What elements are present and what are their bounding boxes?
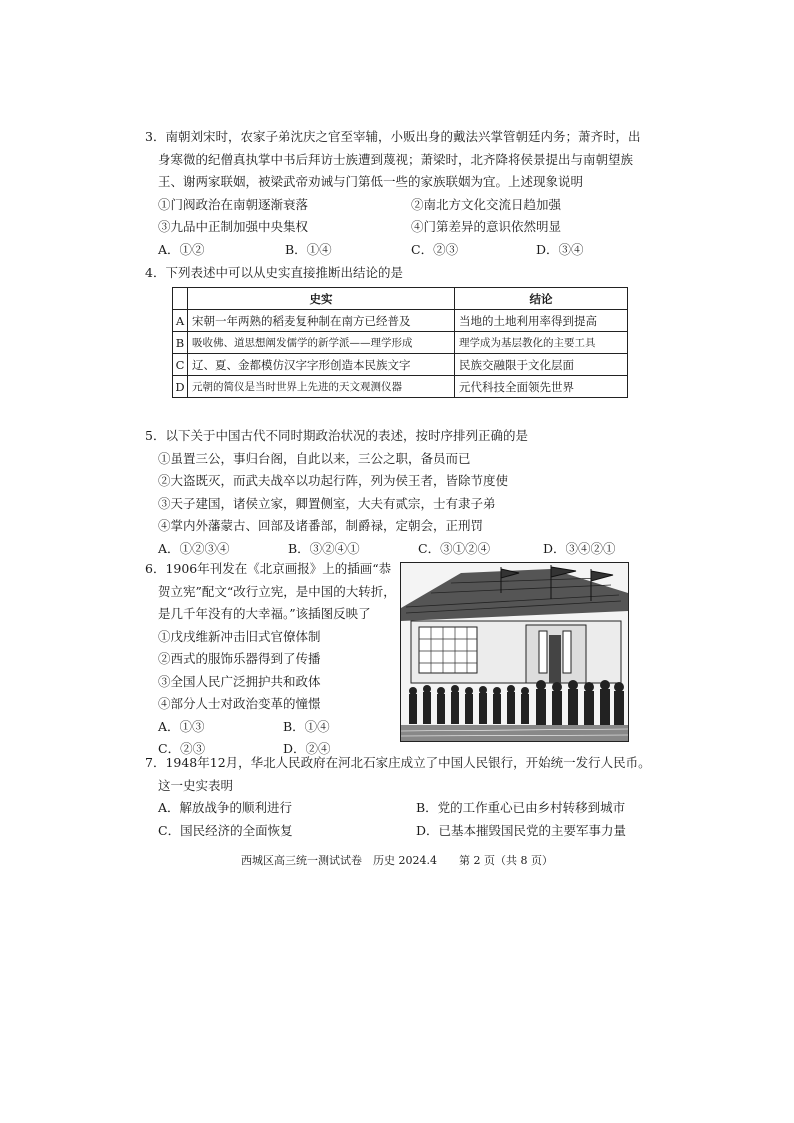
q7-stem-line-2: 这一史实表明 [158,777,234,793]
q6-item-1: ①戊戌维新冲击旧式官僚体制 [158,628,321,644]
q6-item-4: ④部分人士对政治变革的憧憬 [158,696,321,711]
q4-header-fact: 史实 [188,288,455,310]
q5-option-a: A．①②③④ [158,540,230,556]
q3-item-1: ①门阀政治在南朝逐渐衰落 [158,196,309,212]
q3-options [145,239,645,262]
table-row [173,376,628,398]
q4-row-b-label: B [173,332,188,354]
q3-stem-line-1: 3．南朝刘宋时，农家子弟沈庆之官至宰辅，小贩出身的戴法兴掌管朝廷内务；萧齐时，出 [145,129,641,144]
q3-option-c: C．②③ [411,241,459,257]
question-5 [145,425,616,560]
q7-option-d: D．已基本摧毁国民党的主要军事力量 [416,822,627,838]
q3-item-3: ③九品中正制加强中央集权 [158,219,309,234]
q4-header-blank [173,288,188,310]
q4-row-c-conclusion: 民族交融限于文化层面 [455,354,628,376]
q4-stem: 4．下列表述中可以从史实直接推断出结论的是 [145,265,403,280]
q3-stem-line-2: 身寒微的纪僧真执掌中书后拜访士族遭到蔑视；萧梁时，北齐降将侯景提出与南朝望族 [158,151,634,167]
q3-items-row-2 [145,216,645,239]
q6-item-3: ③全国人民广泛拥护共和政体 [158,673,321,689]
q4-header-conclusion: 结论 [455,288,628,310]
q6-option-b: B．①④ [283,718,330,734]
q4-row-d-conclusion: 元代科技全面领先世界 [455,376,628,398]
question-7 [145,752,651,842]
q7-option-c: C．国民经济的全面恢复 [158,822,293,838]
page-footer: 西城区高三统一测试试卷 历史 2024.4 第 2 页（共 8 页） [241,854,553,867]
q6-stem-line-2: 贺立宪”配文“改行立宪，是中国的大转折， [158,583,396,599]
table-row [173,332,628,354]
q4-row-a-fact: 宋朝一年两熟的稻麦复种制在南方已经普及 [188,310,455,332]
q3-item-2: ②南北方文化交流日趋加强 [411,196,562,212]
q5-item-3: ③天子建国，诸侯立家，卿置侧室，大夫有贰宗，士有隶子弟 [158,495,496,511]
q6-option-a: A．①③ [158,718,205,734]
q6-item-2: ②西式的服饰乐器得到了传播 [158,651,321,666]
q6-options-row-1 [145,716,395,739]
question-6 [145,558,395,761]
q7-option-b: B．党的工作重心已由乡村转移到城市 [416,800,626,815]
table-row [173,310,628,332]
q6-stem-line-3: 是几千年没有的大幸福。”该插图反映了 [158,606,371,621]
q7-stem-line-1: 7．1948年12月，华北人民政府在河北石家庄成立了中国人民银行，开始统一发行人民币。 [145,755,651,770]
q7-options-row-1 [145,797,651,820]
q4-row-a-conclusion: 当地的土地利用率得到提高 [455,310,628,332]
q4-row-a-label: A [173,310,188,332]
q4-table-header [173,288,628,310]
q4-row-b-conclusion: 理学成为基层教化的主要工具 [455,332,628,354]
q4-row-c-label: C [173,354,188,376]
illustration-drawing [401,563,628,741]
q5-options [145,538,616,561]
q5-stem: 5．以下关于中国古代不同时期政治状况的表述，按时序排列正确的是 [145,428,528,443]
q5-option-d: D．③④②① [543,540,616,556]
q7-options-row-2 [145,820,651,843]
q3-items-row-1 [145,194,645,217]
question-4 [145,262,403,285]
q6-illustration [400,562,629,742]
q6-option-c: C．②③ [158,741,206,756]
q3-item-4: ④门第差异的意识依然明显 [411,219,562,234]
q3-stem-line-3: 王、谢两家联姻，被梁武帝劝诫与门第低一些的家族联姻为宜。上述现象说明 [158,174,584,189]
q4-row-d-fact: 元朝的简仪是当时世界上先进的天文观测仪器 [188,376,455,398]
q3-option-d: D．③④ [536,241,584,257]
q4-row-c-fact: 辽、夏、金都模仿汉字字形创造本民族文字 [188,354,455,376]
q6-stem-line-1: 6．1906年刊发在《北京画报》上的插画“恭 [145,561,392,576]
q4-row-d-label: D [173,376,188,398]
q5-item-1: ①虽置三公，事归台阁，自此以来，三公之职，备员而已 [158,450,471,466]
table-row [173,354,628,376]
q3-option-b: B．①④ [285,241,332,257]
q3-option-a: A．①② [158,241,205,257]
q6-option-d: D．②④ [283,741,331,756]
q5-item-2: ②大盗既灭，而武夫战卒以功起行阵，列为侯王者，皆除节度使 [158,473,509,488]
q7-option-a: A．解放战争的顺利进行 [158,800,293,815]
q5-option-b: B．③②④① [288,540,360,556]
q5-item-4: ④掌内外藩蒙古、回部及诸番部，制爵禄，定朝会，正刑罚 [158,518,484,533]
question-3 [145,126,645,261]
q4-table [172,287,628,398]
q4-row-b-fact: 吸收佛、道思想阐发儒学的新学派——理学形成 [188,332,455,354]
q5-option-c: C．③①②④ [418,540,491,556]
